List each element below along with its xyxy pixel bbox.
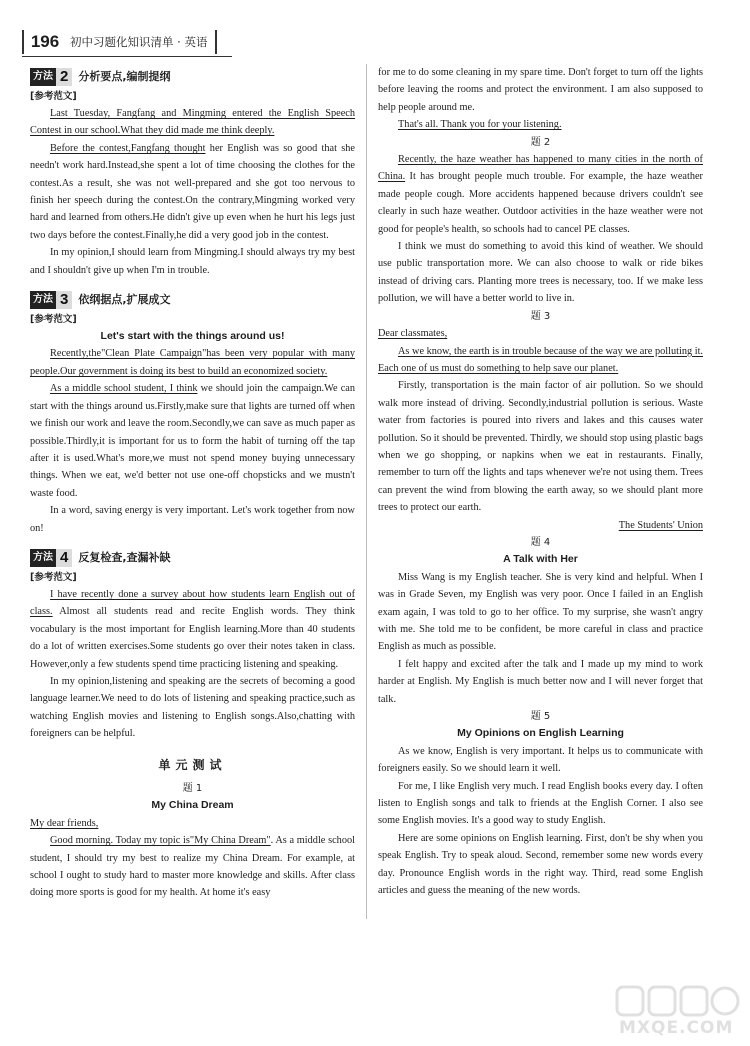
essay-title: My Opinions on English Learning (457, 727, 624, 740)
method-title: 分析要点,编制提纲 (78, 70, 171, 84)
reference-label: [参考范文] (30, 571, 77, 583)
paragraph (378, 151, 703, 238)
method-title: 依纲据点,扩展成文 (78, 293, 171, 307)
paragraph: I think we must do something to avoid this kind of weather. We should use public transportation more. We can also choose to walk or ride bikes instead of driving cars. Planting more trees is necessary, too. If we make less pollution, we will have a better world to live in. (378, 241, 703, 305)
paragraph: In my opinion,I should learn from Mingming.I should always try my best and I shouldn't give up when I'm in trouble. (30, 247, 355, 276)
essay-title: Let's start with the things around us! (100, 330, 285, 343)
underlined-text: My dear friends, (30, 817, 99, 829)
underlined-text: Dear classmates, (378, 328, 448, 340)
unit-test-heading: 单元测试 (158, 757, 227, 772)
topic-label: 题 2 (530, 136, 551, 148)
text: It has brought people much trouble. For example, the haze weather made people cough. More accidents happened because drivers couldn't see clearly in such haze weather. Outdoor activities in the haze weather were not good for people's health, so schools had to cancel PE classes. (378, 171, 703, 235)
signature (378, 517, 703, 534)
watermark-text: MXQE.COM (619, 1018, 734, 1038)
text: . As a middle school student, I should try my best to realize my China Dream. For example, at school I ought to study hard to master more knowledge and skills. After class doing more sports is good for my health. At home it's easy (30, 835, 355, 899)
reference-label: [参考范文] (30, 91, 77, 102)
method-badge: 方法 (30, 291, 56, 309)
underlined-text: Before the contest,Fangfang thought (50, 142, 206, 154)
topic-label: 题 4 (530, 536, 551, 548)
essay-title: A Talk with Her (503, 553, 578, 566)
paragraph (378, 343, 703, 378)
closing (378, 116, 703, 133)
paragraph: In a word, saving energy is very important. Let's work together from now on! (30, 505, 355, 534)
method-badge: 方法 (30, 68, 56, 86)
underlined-text: Last Tuesday, Fangfang and Mingming entered the English Speech Contest in our school.What they did made me think deeply. (30, 108, 355, 137)
method-number: 3 (56, 291, 72, 309)
paragraph: As we know, English is very important. It helps us to communicate with foreigners easily. So we should learn it well. (378, 745, 703, 775)
salutation (30, 815, 355, 832)
paragraph: for me to do some cleaning in my spare time. Don't forget to turn off the lights before leaving the rooms and protect the environment. I am also supposed to help people around me. (378, 67, 703, 113)
underlined-text: As a middle school student, I think (50, 383, 198, 395)
paragraph (30, 345, 355, 380)
page-header (22, 28, 232, 57)
left-column (30, 64, 355, 902)
paragraph (30, 586, 355, 673)
underlined-text: The Students' Union (618, 519, 703, 531)
column-divider (366, 64, 367, 919)
topic-label: 题 3 (530, 310, 551, 322)
method-badge: 方法 (30, 549, 56, 567)
topic-label: 题 5 (530, 711, 551, 723)
paragraph: Miss Wang is my English teacher. She is very kind and helpful. When I was in Grade Seven, my English was very poor. Once I failed in an English exam again, I was told to go to her office. To my surprise, she wasn't angry with me. She told me to be confident, be more careful in class and practice English as much as possible. (378, 571, 703, 653)
watermark-logo-icon (615, 985, 740, 1017)
paragraph: Here are some opinions on English learning. First, don't be shy when you speak English. Try to speak aloud. Second, remember some new words every day. Pronounce English words in the right way. Third, read some English articles and guess the meaning of the new words. (378, 832, 703, 897)
paragraph: For me, I like English very much. I read English books every day. I often listen to English songs and talk to friends at the English Corner. I also see some English movies. It's a good way to study English. (378, 780, 703, 827)
paragraph (30, 832, 355, 902)
underlined-text: Good morning. Today my topic is"My China Dream" (50, 835, 271, 847)
paragraph (30, 380, 355, 502)
page-number: 196 (22, 30, 66, 54)
right-column (378, 64, 703, 900)
paragraph (30, 140, 355, 244)
reference-label: [参考范文] (30, 314, 77, 326)
text: her English was so good that she needn't work hard.Instead,she spent a lot of time choosing the clothes for the contest.As a result, she was not well-prepared and she got too nervous to finish her speech during the contest.On the contrary,Mingming worked very hard and learned from others.He didn't give up even when he hurt his legs just two days before the contest.Finally,he did a very good job in the contest. (30, 142, 355, 241)
method-number: 4 (56, 549, 72, 567)
method-4-heading (30, 549, 355, 567)
text: Almost all students read and recite English words. They think vocabulary is the most important for English learning.More than 40 students do a lot of written exercises.Some students go over their notes taken in class. However,only a few students spend time practicing listening and speaking. (30, 606, 355, 670)
paragraph: In my opinion,listening and speaking are the secrets of becoming a good language learner.We need to do lots of listening and speaking practice,such as watching English movies and listening to English songs.Also,chatting with foreigners can be helpful. (30, 675, 355, 740)
method-2-heading (30, 68, 355, 86)
text: we should join the campaign.We can start with the things around us.Firstly,make sure that lights are turned off when we finish our work and leave the room.Secondly,we can save as much paper as possible.Thirdly,it is important for us to form the habit of turning off the tap after it is used.What's more,we must not spend money buying unnecessary things. When we eat, we'd better not use one-off chopsticks and we mustn't waste food. (30, 383, 356, 499)
underlined-text: Recently, the haze weather has happened to many cities in the north of China. (378, 154, 703, 183)
essay-title: My China Dream (151, 799, 234, 812)
underlined-text: I have recently done a survey about how students learn English out of class. (30, 588, 355, 618)
paragraph (30, 105, 355, 140)
salutation (378, 325, 703, 342)
paragraph: I felt happy and excited after the talk and I made up my mind to work harder at English. My English is much better now and I will never forget that talk. (378, 658, 703, 705)
method-number: 2 (56, 68, 72, 86)
book-title: 初中习题化知识清单 · 英语 (70, 30, 217, 54)
watermark (615, 985, 745, 1040)
underlined-text: As we know, the earth is in trouble because of the way we are polluting it. Each one of us must do something to help save our planet. (378, 345, 704, 374)
underlined-text: That's all. Thank you for your listening. (398, 119, 562, 131)
underlined-text: Recently,the"Clean Plate Campaign"has been very popular with many people.Our government is doing its best to build an economized society. (30, 348, 355, 377)
method-3-heading (30, 291, 355, 309)
topic-label: 题 1 (182, 783, 203, 794)
paragraph: Firstly, transportation is the main factor of air pollution. So we should walk more instead of driving. Secondly,industrial pollution is serious. Waste water from factories is poured into rivers and lakes and this causes water pollution. So it should be prevented. Thirdly, we should stop using plastic bags when we go shopping, or napkins when we eat in restaurants. Finally, remember to turn off the lights and taps whenever we're not using them. Trees can prevent the wind from blowing the earth away, so we should plant more trees to protect our earth. (378, 380, 703, 514)
method-title: 反复检查,查漏补缺 (78, 551, 171, 565)
